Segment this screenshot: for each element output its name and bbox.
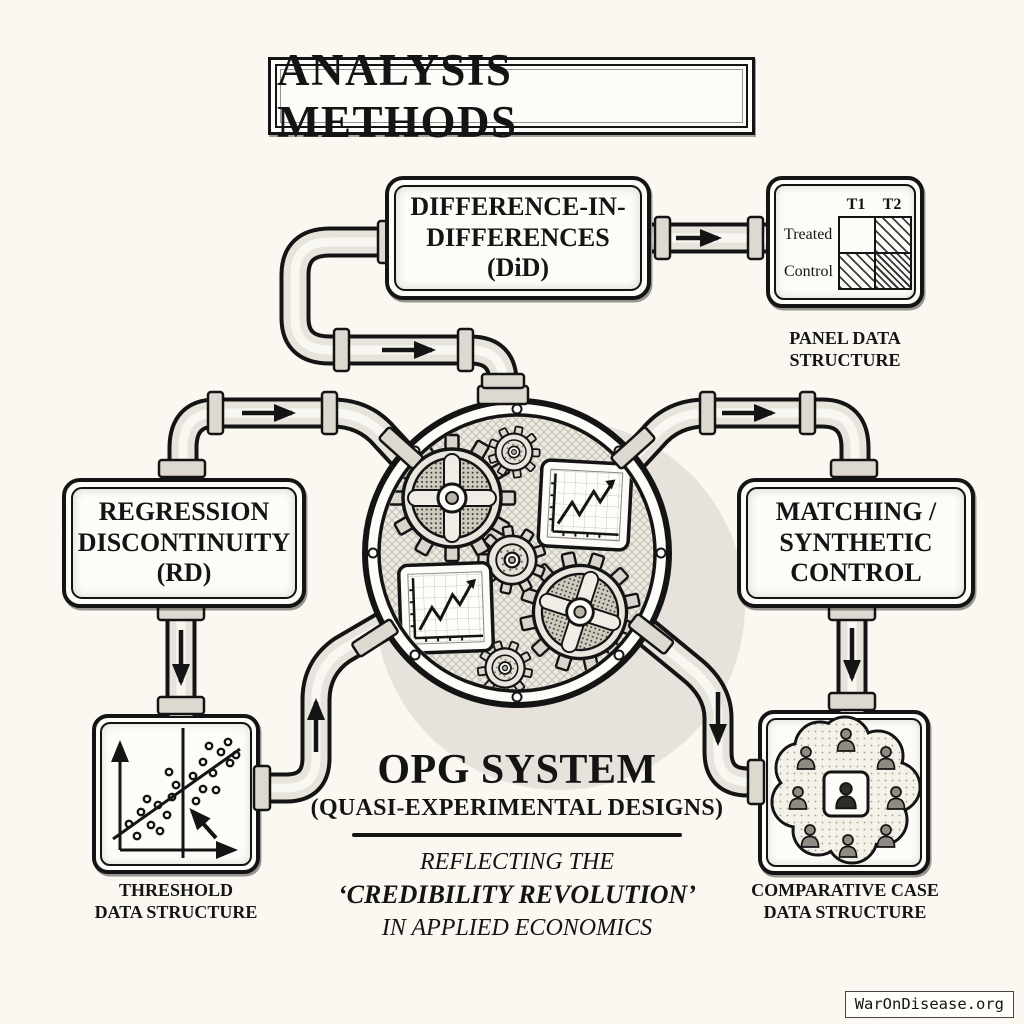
rd-label-line1: REGRESSION bbox=[98, 496, 270, 526]
panel-cells bbox=[838, 216, 912, 290]
panel-cell-treated-t1 bbox=[840, 218, 874, 252]
comparative-caption-line1: COMPARATIVE CASE bbox=[751, 880, 939, 900]
rd-label-line3: (RD) bbox=[156, 558, 212, 588]
method-box-matching bbox=[737, 478, 975, 608]
watermark: WarOnDisease.org bbox=[845, 991, 1014, 1018]
panel-col-header-t2: T2 bbox=[882, 196, 902, 213]
panel-caption-line1: PANEL DATA bbox=[789, 328, 901, 348]
panel-row-header-treated: Treated bbox=[784, 225, 833, 243]
panel-cell-treated-t2 bbox=[876, 218, 910, 252]
did-label-line2: DIFFERENCES bbox=[426, 222, 610, 252]
panel-caption bbox=[766, 328, 924, 371]
panel-corner bbox=[782, 194, 838, 216]
rd-label-line2: DISCONTINUITY bbox=[77, 527, 291, 557]
did-label-line3: (DiD) bbox=[486, 253, 550, 283]
matching-label-line3: CONTROL bbox=[790, 558, 922, 588]
tagline-line1: REFLECTING THE bbox=[419, 848, 614, 875]
system-tagline bbox=[0, 847, 1024, 945]
method-box-did bbox=[385, 176, 651, 300]
system-subtitle: (QUASI-EXPERIMENTAL DESIGNS) bbox=[310, 795, 724, 822]
panel-data-structure-box bbox=[766, 176, 924, 308]
panel-cell-control-t1 bbox=[840, 254, 874, 288]
threshold-caption-line1: THRESHOLD bbox=[118, 880, 234, 900]
matching-label-line1: MATCHING / bbox=[775, 496, 937, 526]
matching-label-line2: SYNTHETIC bbox=[779, 527, 933, 557]
system-title: OPG SYSTEM bbox=[377, 747, 657, 793]
panel-cell-control-t2 bbox=[876, 254, 910, 288]
tagline-line3: IN APPLIED ECONOMICS bbox=[381, 914, 653, 941]
title-banner bbox=[268, 45, 755, 147]
method-box-rd bbox=[62, 478, 306, 608]
growth-chart-card-icon bbox=[538, 460, 632, 551]
panel-row-header-control: Control bbox=[784, 262, 833, 280]
threshold-caption-line2: DATA STRUCTURE bbox=[94, 901, 258, 922]
panel-col-header-t1: T1 bbox=[846, 196, 866, 213]
comparative-caption-line2: DATA STRUCTURE bbox=[763, 901, 927, 922]
divider-rule bbox=[352, 833, 682, 837]
core-system-text bbox=[0, 748, 1024, 944]
tagline-line2: ‘CREDIBILITY REVOLUTION’ bbox=[337, 880, 696, 910]
did-label-line1: DIFFERENCE-IN- bbox=[410, 191, 626, 221]
growth-chart-card-icon bbox=[398, 562, 493, 653]
panel-caption-line2: STRUCTURE bbox=[789, 349, 901, 370]
page-title: ANALYSIS METHODS bbox=[277, 45, 518, 147]
